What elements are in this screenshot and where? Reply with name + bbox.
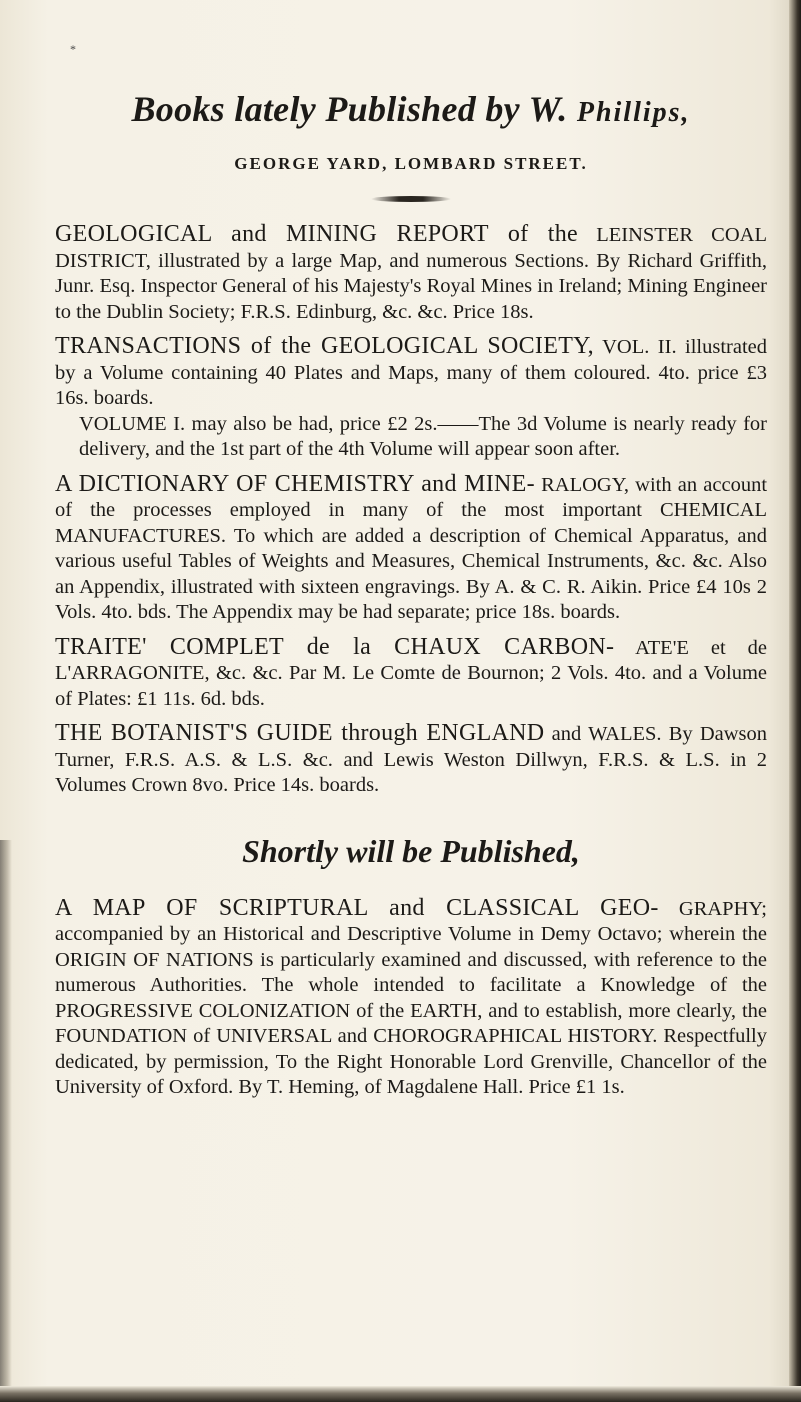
publisher-address: GEORGE YARD, LOMBARD STREET. [234,154,588,173]
entry-traite-complet [55,635,767,713]
title-main: Books lately Published by W. [131,89,568,129]
entry-dictionary-chemistry [55,472,767,626]
entry-botanists-guide [55,721,767,799]
entry-transactions [55,334,767,463]
entry-title: A MAP OF SCRIPTURAL and CLASSICAL GEO- [55,894,659,921]
page-edge-left [0,840,12,1402]
entry-body: LEINSTER COAL DISTRICT, illustrated by a large Map, and numerous Sections. By Richard Griffith, Junr. Esq. Inspector General of his Majesty's Royal Mines in Ireland; Mining Engineer to the Dublin Society; F.R.S. Edinburg, &c. &c. Price 18s. [55,224,767,323]
entry-scriptural-map [55,896,767,1101]
entry-title: THE BOTANIST'S GUIDE through ENGLAND [55,720,545,746]
entry-body: and WALES. By Dawson Turner, F.R.S. A.S. & L.S. &c. and Lewis Weston Dillwyn, F.R.S. & L.S. in 2 Volumes Crown 8vo. Price 14s. boards. [55,723,768,796]
title-publisher: Phillips, [576,97,691,128]
entry-note: VOLUME I. may also be had, price £2 2s.——The 3d Volume is nearly ready for delivery, and the 1st part of the 4th Volume will appear soon after. [79,412,767,460]
page-title [55,88,767,130]
forthcoming-heading: Shortly will be Published, [242,832,580,869]
entry-body: RALOGY, with an account of the processes employed in many of the most important CHEMICAL MANUFACTURES. To which are added a description of Chemical Apparatus, and various useful Tables of Weights and Measures, Chemical Instruments, &c. &c. Also an Appendix, illustrated with sixteen engravings. By A. & C. R. Aikin. Price £4 10s 2 Vols. 4to. bds. The Appendix may be had separate; price 18s. boards. [55,473,768,623]
entry-title: TRAITE' COMPLET de la CHAUX CARBON- [55,633,615,660]
entry-title: A DICTIONARY OF CHEMISTRY and MINE- [55,470,535,497]
page-edge-bottom [0,1386,801,1402]
entry-title: TRANSACTIONS of the GEOLOGICAL SOCIETY, [55,333,594,359]
entry-body: ATE'E et de L'ARRAGONITE, &c. &c. Par M. Le Comte de Bournon; 2 Vols. 4to. and a Volume of Plates: £1 11s. 6d. bds. [55,636,768,710]
page-edge-right [789,0,801,1402]
corner-mark: * [70,42,76,56]
advertisement-text [55,88,767,1110]
entry-title: GEOLOGICAL and MINING REPORT of the [55,221,578,247]
entry-geological-report [55,222,767,325]
ornament-rule [371,196,451,202]
entry-body: GRAPHY; accompanied by an Historical and Descriptive Volume in Demy Octavo; wherein the ORIGIN OF NATIONS is particularly examined and discussed, with reference to the numerous Authorities. The whole intended to facilitate a Knowledge of the PROGRESSIVE COLONIZATION of the EARTH, and to establish, more clearly, the FOUNDATION of UNIVERSAL and CHOROGRAPHICAL HISTORY. Respectfully dedicated, by permission, To the Right Honorable Lord Grenville, Chancellor of the University of Oxford. By T. Heming, of Magdalene Hall. Price £1 1s. [55,897,767,1098]
entry-body: VOL. II. illustrated by a Volume containing 40 Plates and Maps, many of them coloured. 4to. price £3 16s. boards. [55,336,768,409]
